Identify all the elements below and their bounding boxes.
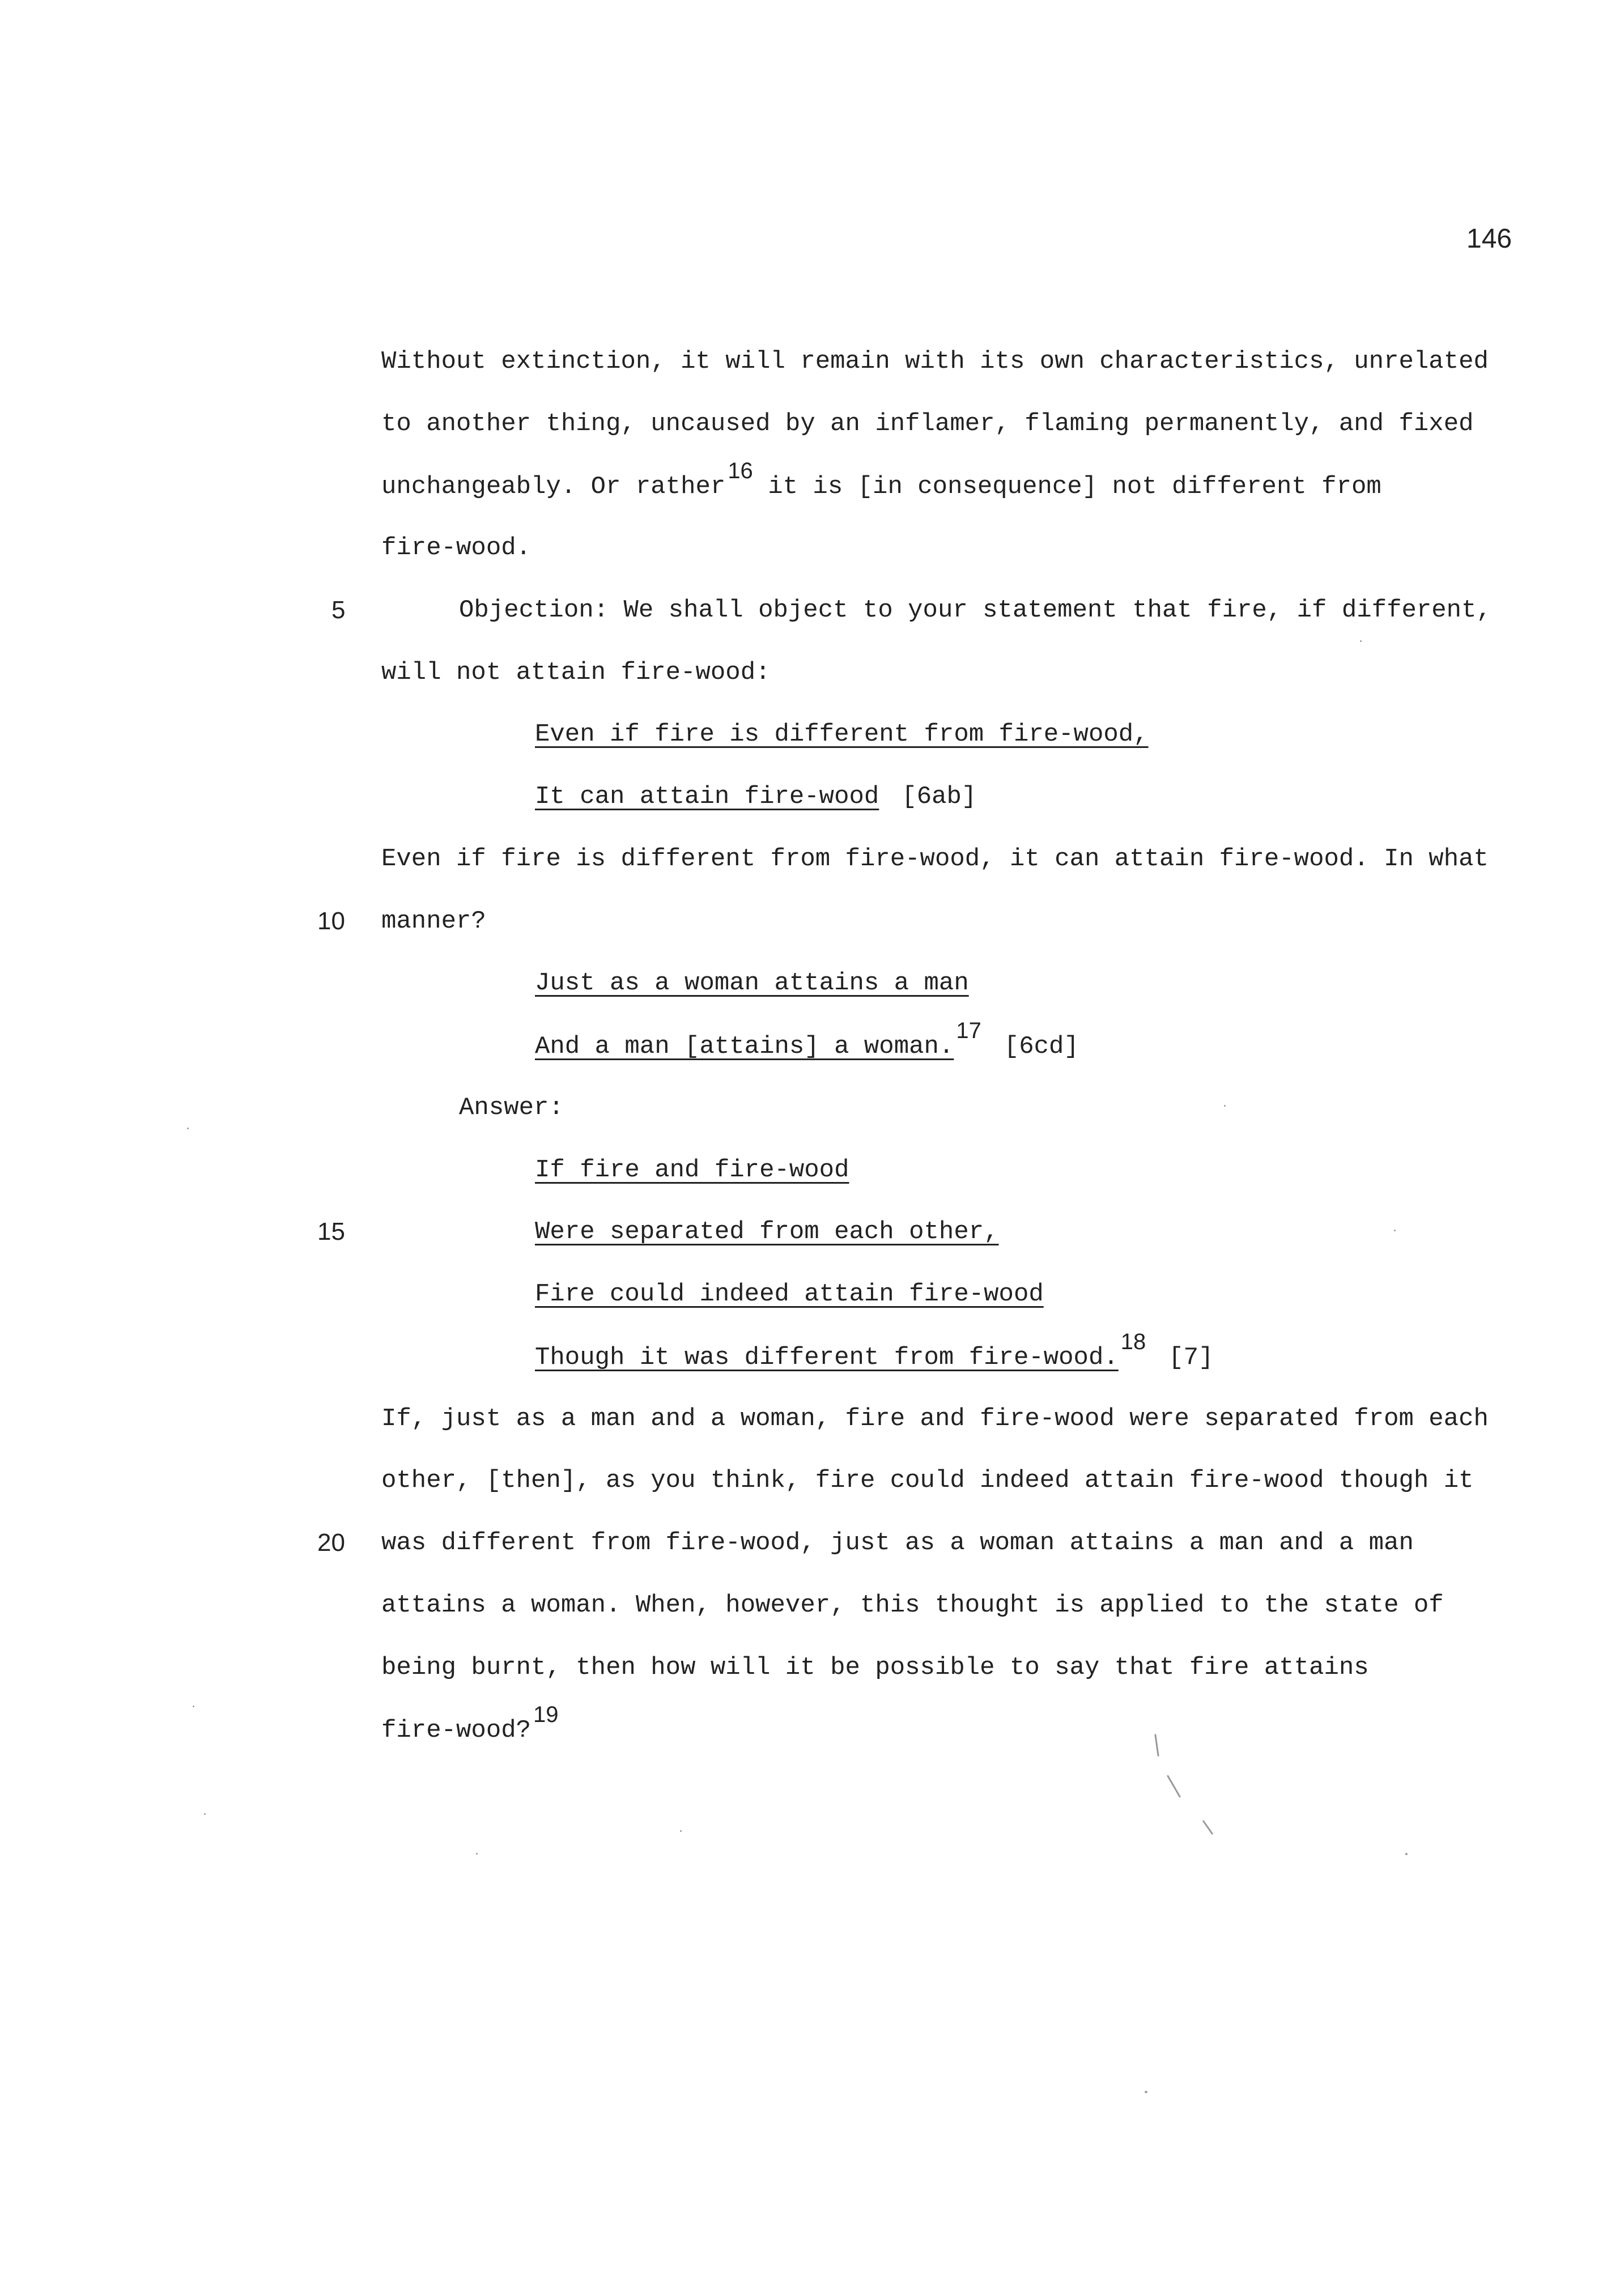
scan-speck [1145, 2091, 1147, 2093]
paragraph-1-line-3 [381, 458, 1381, 504]
paragraph-3-line-1: If, just as a man and a woman, fire and fire-wood were separated from each [381, 1405, 1489, 1433]
scan-speck [680, 1830, 682, 1832]
objection-line-1: Objection: We shall object to your statement that fire, if different, [459, 596, 1491, 624]
verse-text: And a man [attains] a woman. [535, 1032, 954, 1061]
paragraph-3-line-2: other, [then], as you think, fire could indeed attain fire-wood though it [381, 1466, 1474, 1495]
scan-speck [476, 1853, 478, 1855]
footnote-marker-17: 17 [956, 1018, 981, 1043]
verse-text: Even if fire is different from fire-wood, [535, 720, 1149, 749]
verse-6ab-line-1 [535, 717, 1149, 751]
verse-6cd-line-2 [535, 1018, 1079, 1064]
verse-7-line-2 [535, 1215, 999, 1249]
scan-speck [1360, 640, 1362, 642]
objection-line-2: will not attain fire-wood: [381, 658, 771, 687]
paragraph-2-line-1: Even if fire is different from fire-wood, it can attain fire-wood. In what [381, 845, 1489, 873]
verse-text: If fire and fire-wood [535, 1156, 849, 1184]
verse-7-line-1 [535, 1153, 849, 1187]
scan-speck [1202, 1820, 1214, 1835]
paragraph-1-line-2: to another thing, uncaused by an inflamer, flaming permanently, and fixed [381, 410, 1474, 438]
scan-speck [1405, 1853, 1408, 1855]
verse-reference-6ab: [6ab] [902, 783, 977, 811]
scan-speck [1224, 1105, 1226, 1107]
verse-text: Though it was different from fire-wood. [535, 1343, 1119, 1372]
verse-text: Were separated from each other, [535, 1218, 999, 1246]
line-number-5: 5 [331, 596, 346, 624]
paragraph-2-line-2: manner? [381, 907, 486, 936]
verse-text: Just as a woman attains a man [535, 969, 969, 997]
text-run: it is [in consequence] not different from [753, 473, 1381, 501]
answer-label: Answer: [459, 1094, 564, 1122]
verse-reference-7: [7] [1168, 1343, 1214, 1372]
line-number-20: 20 [317, 1529, 345, 1557]
text-run: unchangeably. Or rather [381, 473, 726, 501]
scan-speck [193, 1706, 194, 1707]
line-number-10: 10 [317, 907, 345, 935]
verse-7-line-3 [535, 1277, 1044, 1311]
verse-6ab-line-2 [535, 780, 976, 814]
scan-speck [1394, 1230, 1396, 1231]
paragraph-3-line-4: attains a woman. When, however, this thought is applied to the state of [381, 1591, 1444, 1619]
paragraph-3-line-3: was different from fire-wood, just as a woman attains a man and a man [381, 1529, 1414, 1557]
paragraph-3-line-6 [381, 1702, 559, 1747]
verse-text: Fire could indeed attain fire-wood [535, 1280, 1044, 1308]
scan-speck [1154, 1734, 1159, 1757]
text-run: fire-wood? [381, 1716, 532, 1745]
scan-speck [187, 1128, 189, 1129]
scan-speck [1167, 1775, 1181, 1797]
footnote-marker-16: 16 [728, 458, 753, 483]
footnote-marker-18: 18 [1120, 1329, 1146, 1354]
scan-speck [204, 1813, 206, 1815]
paragraph-3-line-5: being burnt, then how will it be possible to say that fire attains [381, 1653, 1369, 1682]
footnote-marker-19: 19 [533, 1702, 559, 1727]
verse-6cd-line-1 [535, 966, 969, 1000]
paragraph-1-line-4: fire-wood. [381, 534, 532, 562]
page-number: 146 [1466, 224, 1512, 254]
verse-reference-6cd: [6cd] [1004, 1032, 1079, 1061]
paragraph-1-line-1: Without extinction, it will remain with its own characteristics, unrelated [381, 347, 1489, 376]
verse-7-line-4 [535, 1329, 1214, 1375]
verse-text: It can attain fire-wood [535, 783, 879, 811]
line-number-15: 15 [317, 1218, 345, 1245]
